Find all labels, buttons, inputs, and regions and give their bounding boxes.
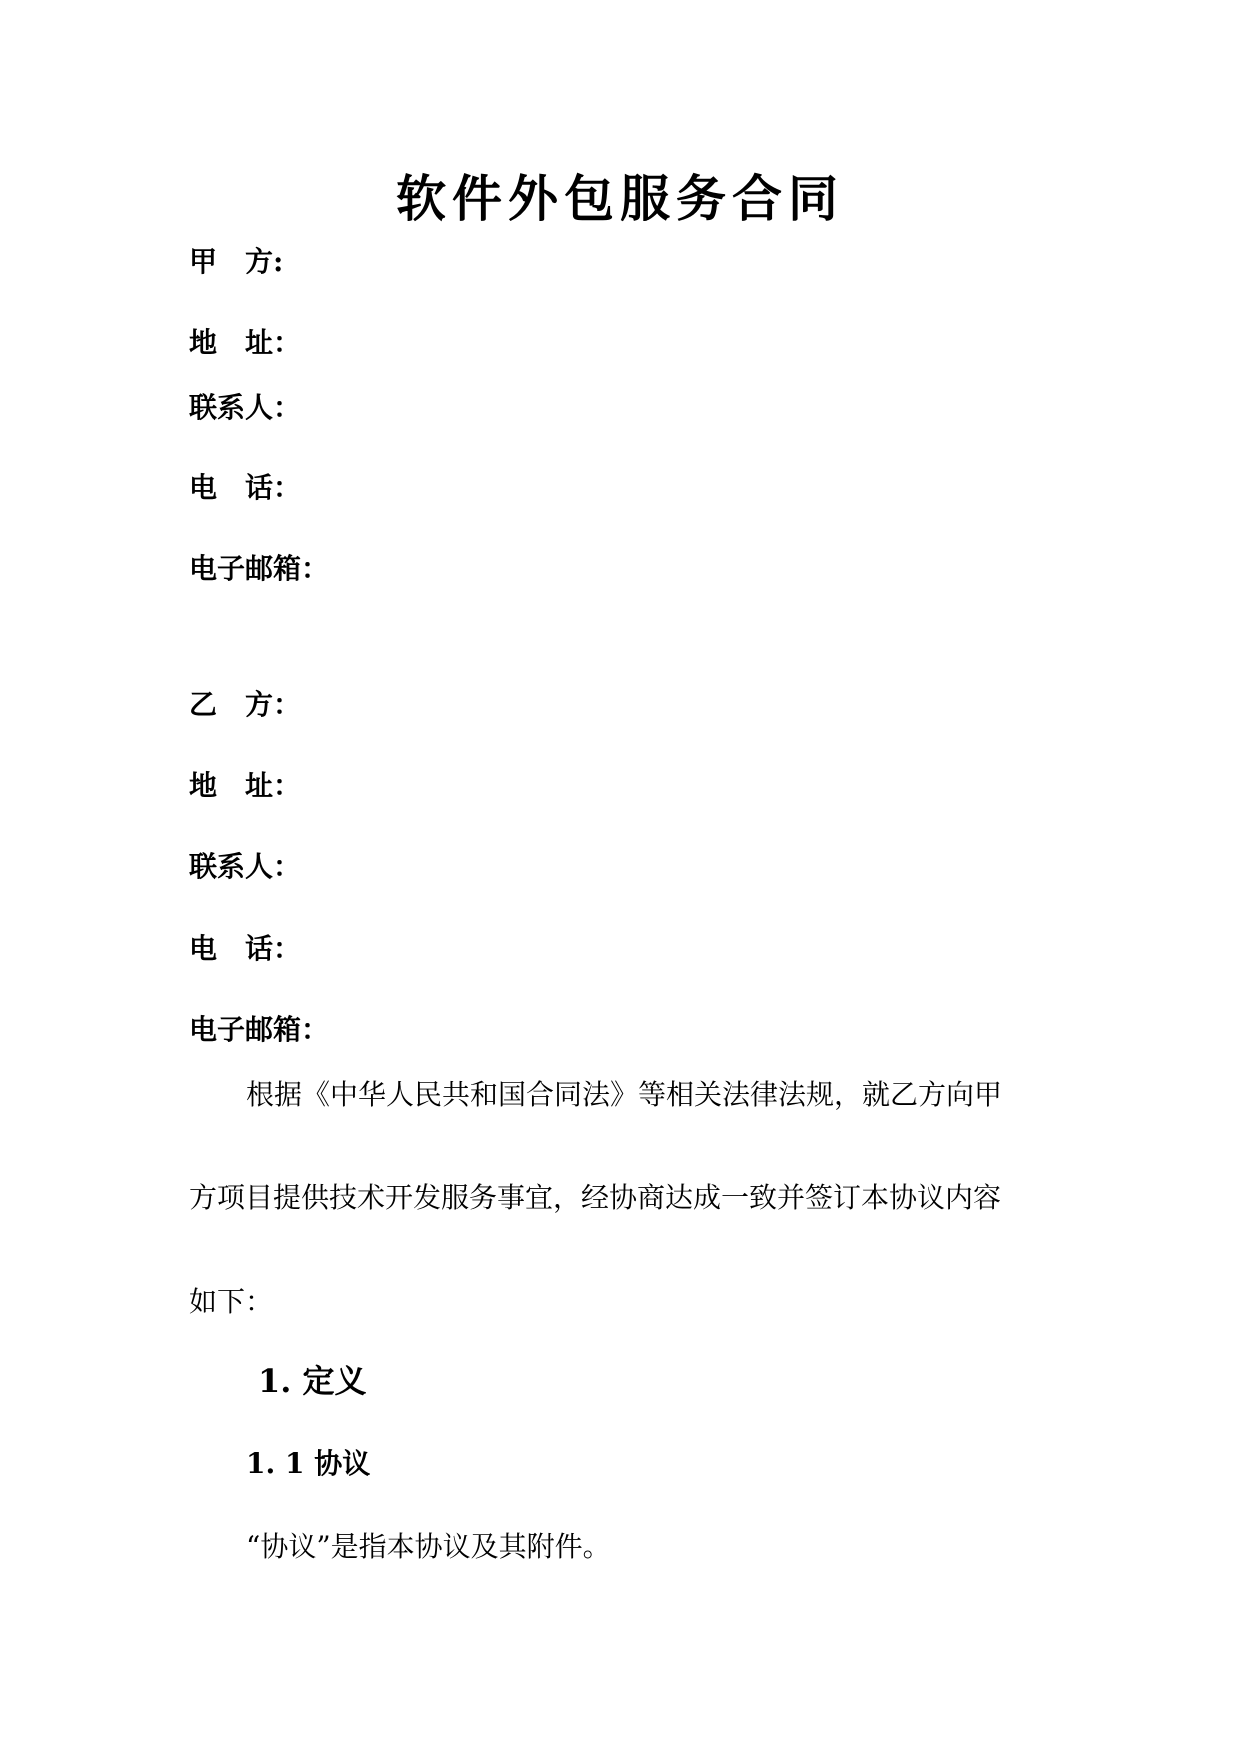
section-1-1-heading: 1. 1 协议	[246, 1447, 371, 1480]
party-a-address-label: 地 址：	[189, 326, 302, 359]
party-b-contact-label: 联系人：	[189, 850, 302, 883]
party-a-contact-label: 联系人：	[189, 391, 302, 424]
party-b-phone-label: 电 话：	[189, 932, 302, 965]
intro-line-2: 方项目提供技术开发服务事宜，经协商达成一致并签订本协议内容	[189, 1181, 1002, 1214]
party-b-name-label: 乙 方：	[189, 688, 302, 721]
party-b-address-label: 地 址：	[189, 769, 302, 802]
section-1-1-text: “协议”是指本协议及其附件。	[246, 1530, 611, 1563]
intro-line-3: 如下：	[189, 1285, 274, 1318]
party-a-name-label: 甲 方:	[189, 245, 284, 278]
party-a-phone-label: 电 话：	[189, 471, 302, 504]
document-title: 软件外包服务合同	[396, 169, 844, 228]
intro-line-1: 根据《中华人民共和国合同法》等相关法律法规，就乙方向甲	[246, 1078, 1003, 1111]
party-b-email-label: 电子邮箱：	[189, 1013, 330, 1046]
party-a-email-label: 电子邮箱：	[189, 552, 330, 585]
section-1-heading: 1. 定义	[258, 1362, 367, 1400]
